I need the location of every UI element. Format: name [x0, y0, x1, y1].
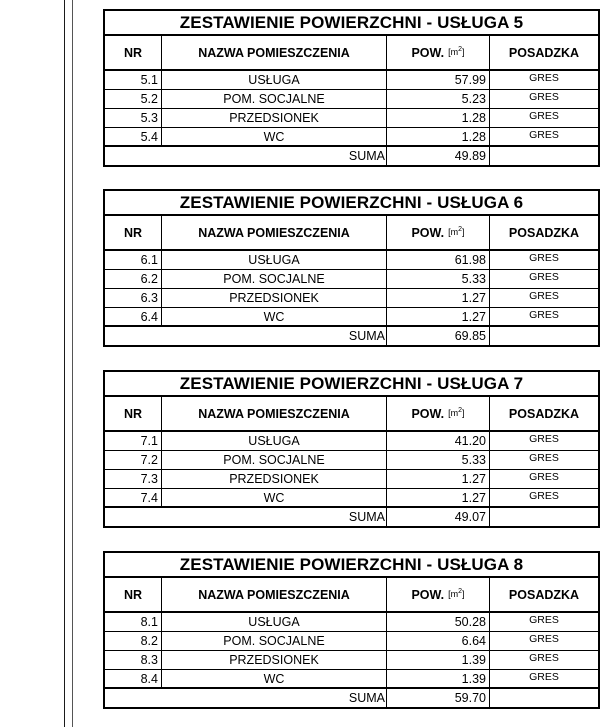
- sum-value: 49.89: [387, 147, 490, 165]
- header-room-name: NAZWA POMIESZCZENIA: [162, 36, 387, 69]
- cell-area: 5.33: [387, 270, 490, 288]
- table-row: [105, 489, 598, 508]
- sum-label: SUMA: [105, 689, 387, 707]
- table-row: [105, 128, 598, 147]
- sum-row: [105, 508, 598, 526]
- header-floor: POSADZKA: [508, 45, 580, 60]
- header-area: [387, 397, 490, 430]
- sum-floor-empty: [490, 508, 598, 526]
- cell-room-name: POM. SOCJALNE: [162, 270, 387, 288]
- cell-floor: GRES: [529, 652, 559, 664]
- cell-area: 50.28: [387, 613, 490, 631]
- sum-row: [105, 689, 598, 707]
- cell-room-name: POM. SOCJALNE: [162, 451, 387, 469]
- cell-nr: 5.3: [105, 109, 162, 127]
- cell-area: 61.98: [387, 251, 490, 269]
- cell-nr: 8.4: [105, 670, 162, 687]
- header-room-name: NAZWA POMIESZCZENIA: [162, 397, 387, 430]
- table-row: [105, 470, 598, 489]
- cell-room-name: WC: [162, 670, 387, 687]
- cell-room-name: POM. SOCJALNE: [162, 90, 387, 108]
- cell-area: 1.28: [387, 109, 490, 127]
- cell-nr: 6.4: [105, 308, 162, 325]
- header-floor: POSADZKA: [508, 587, 580, 602]
- table-header-row: [105, 397, 598, 432]
- unit-close: ]: [462, 408, 465, 418]
- cell-floor: GRES: [529, 471, 559, 483]
- table-row: [105, 308, 598, 327]
- header-area-label: POW.: [411, 45, 445, 60]
- cell-nr: 8.2: [105, 632, 162, 650]
- table-title: ZESTAWIENIE POWIERZCHNI - USŁUGA 8: [105, 553, 598, 578]
- unit-sup: 2: [458, 588, 463, 595]
- header-area-unit: [448, 46, 464, 57]
- table-row: [105, 651, 598, 670]
- cell-room-name: WC: [162, 308, 387, 325]
- cell-nr: 6.2: [105, 270, 162, 288]
- cell-area: 5.33: [387, 451, 490, 469]
- sum-value: 59.70: [387, 689, 490, 707]
- unit-text: [m: [448, 589, 459, 599]
- cell-floor: GRES: [529, 490, 559, 502]
- cell-room-name: PRZEDSIONEK: [162, 651, 387, 669]
- sum-floor-empty: [490, 689, 598, 707]
- header-floor: POSADZKA: [508, 406, 580, 421]
- area-table-2: [103, 189, 600, 347]
- sum-label: SUMA: [105, 147, 387, 165]
- cell-nr: 5.2: [105, 90, 162, 108]
- table-row: [105, 613, 598, 632]
- header-room-name: NAZWA POMIESZCZENIA: [162, 216, 387, 249]
- cell-floor: GRES: [529, 91, 559, 103]
- table-row: [105, 270, 598, 289]
- cell-room-name: USŁUGA: [162, 71, 387, 89]
- cell-area: 41.20: [387, 432, 490, 450]
- header-area: [387, 36, 490, 69]
- cell-area: 1.27: [387, 289, 490, 307]
- cell-area: 1.27: [387, 470, 490, 488]
- table-row: [105, 632, 598, 651]
- area-table-3: [103, 370, 600, 528]
- cell-nr: 6.1: [105, 251, 162, 269]
- table-row: [105, 432, 598, 451]
- header-nr: NR: [105, 397, 162, 430]
- cell-floor: GRES: [529, 290, 559, 302]
- cell-nr: 7.1: [105, 432, 162, 450]
- unit-text: [m: [448, 408, 459, 418]
- cell-floor: GRES: [529, 110, 559, 122]
- cell-floor: GRES: [529, 252, 559, 264]
- cell-floor: GRES: [529, 633, 559, 645]
- sum-value: 69.85: [387, 327, 490, 345]
- cell-nr: 8.3: [105, 651, 162, 669]
- cell-floor: GRES: [529, 614, 559, 626]
- table-row: [105, 289, 598, 308]
- header-floor: POSADZKA: [508, 225, 580, 240]
- cell-nr: 8.1: [105, 613, 162, 631]
- cell-area: 1.39: [387, 651, 490, 669]
- sum-label: SUMA: [105, 327, 387, 345]
- cell-area: 6.64: [387, 632, 490, 650]
- unit-sup: 2: [458, 46, 463, 53]
- cell-floor: GRES: [529, 72, 559, 84]
- table-title: ZESTAWIENIE POWIERZCHNI - USŁUGA 6: [105, 191, 598, 216]
- area-table-4: [103, 551, 600, 709]
- cell-room-name: WC: [162, 489, 387, 506]
- table-row: [105, 451, 598, 470]
- cell-floor: GRES: [529, 129, 559, 141]
- cell-room-name: USŁUGA: [162, 613, 387, 631]
- cell-floor: GRES: [529, 271, 559, 283]
- sum-value: 49.07: [387, 508, 490, 526]
- cell-nr: 7.2: [105, 451, 162, 469]
- table-row: [105, 109, 598, 128]
- cell-nr: 5.4: [105, 128, 162, 145]
- cell-area: 1.39: [387, 670, 490, 687]
- cell-floor: GRES: [529, 433, 559, 445]
- header-nr: NR: [105, 216, 162, 249]
- page-margin-line: [72, 0, 73, 727]
- sum-floor-empty: [490, 327, 598, 345]
- table-title: ZESTAWIENIE POWIERZCHNI - USŁUGA 7: [105, 372, 598, 397]
- cell-area: 1.27: [387, 308, 490, 325]
- cell-area: 5.23: [387, 90, 490, 108]
- unit-text: [m: [448, 47, 459, 57]
- table-row: [105, 251, 598, 270]
- cell-room-name: POM. SOCJALNE: [162, 632, 387, 650]
- cell-area: 57.99: [387, 71, 490, 89]
- header-nr: NR: [105, 578, 162, 611]
- cell-area: 1.27: [387, 489, 490, 506]
- page-margin-line: [64, 0, 65, 727]
- table-row: [105, 90, 598, 109]
- header-area-unit: [448, 407, 464, 418]
- header-area-label: POW.: [411, 225, 445, 240]
- header-area-unit: [448, 588, 464, 599]
- cell-floor: GRES: [529, 452, 559, 464]
- table-row: [105, 71, 598, 90]
- unit-close: ]: [462, 47, 465, 57]
- header-area-label: POW.: [411, 587, 445, 602]
- table-title: ZESTAWIENIE POWIERZCHNI - USŁUGA 5: [105, 11, 598, 36]
- sum-floor-empty: [490, 147, 598, 165]
- header-area: [387, 216, 490, 249]
- cell-room-name: USŁUGA: [162, 432, 387, 450]
- cell-nr: 7.4: [105, 489, 162, 506]
- cell-room-name: PRZEDSIONEK: [162, 470, 387, 488]
- cell-nr: 6.3: [105, 289, 162, 307]
- cell-room-name: USŁUGA: [162, 251, 387, 269]
- unit-close: ]: [462, 589, 465, 599]
- unit-sup: 2: [458, 407, 463, 414]
- header-room-name: NAZWA POMIESZCZENIA: [162, 578, 387, 611]
- sum-row: [105, 327, 598, 345]
- cell-floor: GRES: [529, 309, 559, 321]
- sum-row: [105, 147, 598, 165]
- unit-sup: 2: [458, 226, 463, 233]
- unit-text: [m: [448, 227, 459, 237]
- sum-label: SUMA: [105, 508, 387, 526]
- cell-area: 1.28: [387, 128, 490, 145]
- cell-room-name: WC: [162, 128, 387, 145]
- cell-room-name: PRZEDSIONEK: [162, 289, 387, 307]
- cell-room-name: PRZEDSIONEK: [162, 109, 387, 127]
- table-header-row: [105, 578, 598, 613]
- area-table-1: [103, 9, 600, 167]
- table-row: [105, 670, 598, 689]
- table-header-row: [105, 36, 598, 71]
- header-area: [387, 578, 490, 611]
- table-header-row: [105, 216, 598, 251]
- cell-nr: 5.1: [105, 71, 162, 89]
- unit-close: ]: [462, 227, 465, 237]
- cell-nr: 7.3: [105, 470, 162, 488]
- cell-floor: GRES: [529, 671, 559, 683]
- header-nr: NR: [105, 36, 162, 69]
- header-area-unit: [448, 226, 464, 237]
- header-area-label: POW.: [411, 406, 445, 421]
